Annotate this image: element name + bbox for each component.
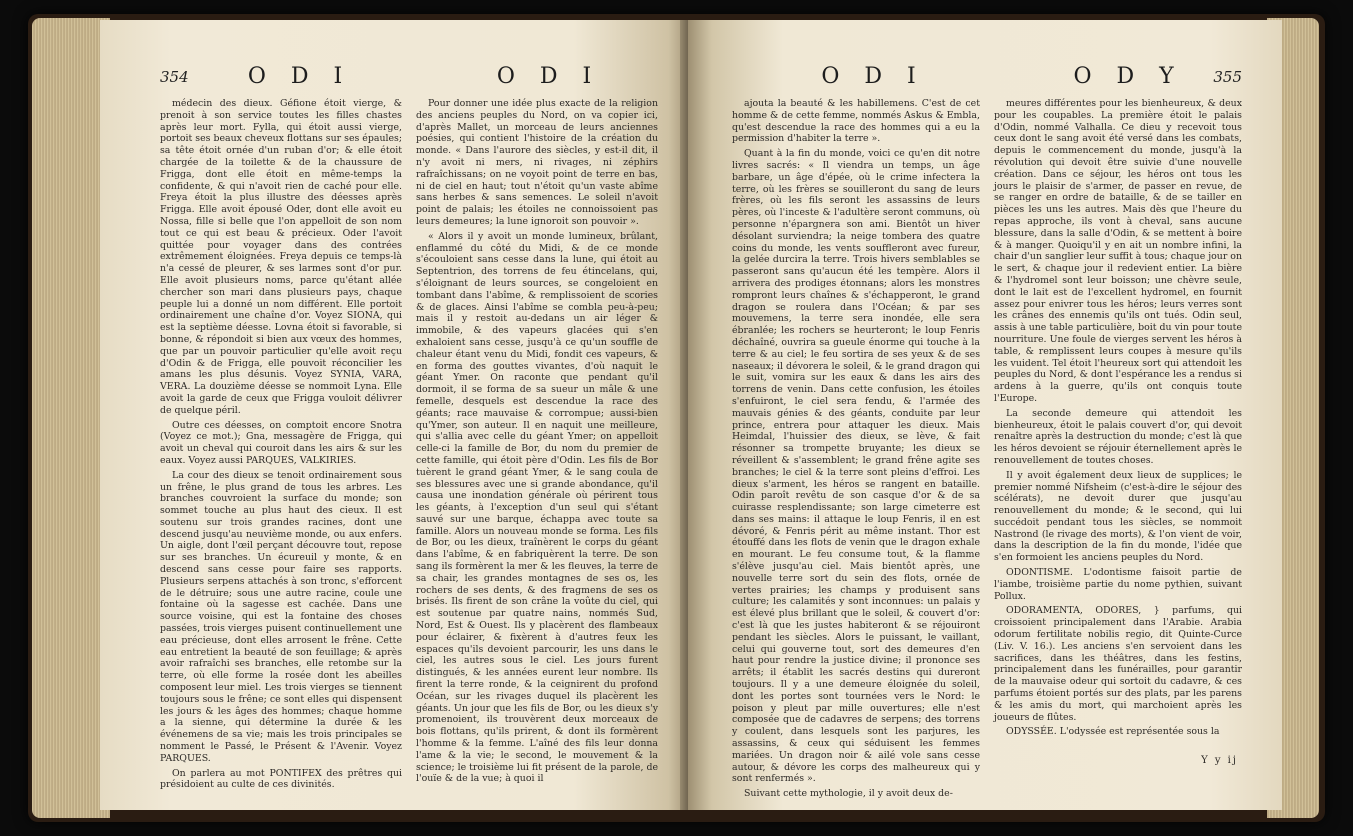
running-head-left-col1: O D I (247, 64, 352, 89)
right-page-column-1 (732, 98, 980, 803)
paragraph: ODYSSÉE. L'odyssée est représentée sous la (1006, 726, 1220, 738)
page-number-right: 355 (1213, 68, 1242, 86)
catchword-signature: Y y ij (1201, 755, 1238, 766)
left-page-header (160, 64, 658, 98)
paragraph: Il y avoit également deux lieux de supplices; le premier nommé Nifsheim (c'est-à-dire le séjour des scélérats), ne devoit durer que jusqu'au renouvellement du monde; & le second, qui lui succédoit pendant tous les siècles, se nommoit Nastrond (le rivage des morts), & l'on vient de voir, dans la description de la fin du monde, l'idée que s'en formoient les anciens peuples du Nord. (994, 469, 1242, 564)
paragraph: « Alors il y avoit un monde lumineux, brûlant, enflammé du côté du Midi, & de ce monde s'écouloient sans cesse dans la lune, qui étoit au Septentrion, des torrens de feu étincelans, qui, s'éloignant de leurs sources, se congeloient en tombant dans l'abîme, & remplissoient de scories & de glaces. Ainsi l'abîme se combla peu-à-peu; mais il y restoit au-dedans un air léger & immobile, & des vapeurs glacées qui s'en exhaloient sans cesse, jusqu'à ce qu'un souffle de chaleur étant venu du Midi, fondit ces vapeurs, & en forma des gouttes vivantes, d'où naquit le géant Ymer. On raconte que pendant qu'il dormoit, il se forma de sa sueur un mâle & une femelle, desquels est descendue la race des géants; race mauvaise & corrompue; aussi-bien qu'Ymer, son auteur. Il en naquit une meilleure, qui s'allia avec celle du géant Ymer; on appelloit celle-ci la famille de Bor, du nom du premier de cette famille, qui étoit père d'Odin. Les fils de Bor tuèrent le grand géant Ymer, & le sang coula de ses blessures avec une si grande abondance, qu'il causa une inondation générale où périrent tous les géants, à l'exception d'un seul qui s'étant sauvé sur une barque, échappa avec toute sa famille. Alors un nouveau monde se forma. Les fils de Bor, ou les dieux, traînèrent le corps du géant dans l'abîme, & en fabriquèrent la terre. De son sang ils formèrent la mer & les fleuves, la terre de sa chair, les grandes montagnes de ses os, les rochers de ses dents, & des fragmens de ses os brisés. Ils firent de son crâne la voûte du ciel, qui est soutenue par quatre nains, nommés Sud, Nord, Est & Ouest. Ils y placèrent des flambeaux pour éclairer, & fixèrent à d'autres feux les espaces qu'ils devoient parcourir, les uns dans le ciel, les autres sous le ciel. Les jours furent distingués, & les années eurent leur nombre. Ils firent la terre ronde, & la ceignirent du profond Océan, sur les rivages duquel ils placèrent les géants. Un jour que les fils de Bor, ou les dieux s'y promenoient, ils trouvèrent deux morceaux de bois flottans, qu'ils prirent, & dont ils formèrent l'homme & la femme. L'aîné des fils leur donna l'ame & la vie; le second, le mouvement & la science; le troisième lui fit présent de la parole, de l'ouïe & de la vue; à quoi il (416, 230, 658, 785)
left-page-column-1 (160, 98, 402, 794)
right-page-header (732, 64, 1242, 98)
paragraph: La cour des dieux se tenoit ordinairement sous un frêne, le plus grand de tous les arbres. Les branches couvroient la surface du monde; son sommet touche au plus haut des cieux. Il est soutenu sur trois grandes racines, dont une descend jusqu'au neuvième monde, ou aux enfers. Un aigle, dont l'œil perçant découvre tout, repose sur ses branches. Un écureuil y monte, & en descend sans cesse pour faire ses rapports. Plusieurs serpens attachés à son tronc, s'efforcent de le détruire; sous une autre racine, coule une fontaine où la sagesse est cachée. Dans une source voisine, qui est la fontaine des choses passées, trois vierges puisent continuellement une eau précieuse, dont elles arrosent le frêne. Cette eau entretient la beauté de son feuillage; & après avoir rafraîchi ses branches, elle retombe sur la terre, où elle forme la rosée dont les abeilles composent leur miel. Les trois vierges se tiennent toujours sous le frêne; ce sont elles qui dispensent les jours & les âges des hommes; chaque homme a la sienne, qui détermine la durée & les événemens de sa vie; mais les trois principales se nomment le Passé, le Présent & l'Avenir. Voyez PARQUES. (160, 469, 402, 764)
left-page-column-2 (416, 98, 658, 794)
paragraph: Suivant cette mythologie, il y avoit deux de- (744, 788, 953, 800)
right-page (688, 20, 1282, 810)
paragraph: médecin des dieux. Géfione étoit vierge, & prenoit à son service toutes les filles chastes après leur mort. Fylla, qui étoit aussi vierge, portoit ses beaux cheveux flottans sur ses épaules; sa tête étoit ornée d'un ruban d'or; & elle étoit chargée de la toilette & de la chaussure de Frigga, dont elle étoit en même-temps la confidente, & qui n'avoit rien de caché pour elle. Freya étoit la plus illustre des déesses après Frigga. Elle avoit épousé Oder, dont elle avoit eu Nossa, fille si belle que l'on appelloit de son nom tout ce qui est beau & précieux. Oder l'avoit quittée pour voyager dans des contrées extrêmement éloignées. Freya depuis ce temps-là n'a cessé de pleurer, & ses larmes sont d'or pur. Elle avoit plusieurs noms, parce qu'étant allée chercher son mari dans plusieurs pays, chaque peuple lui a donné un nom différent. Elle portoit ordinairement une chaîne d'or. Voyez SIONA, qui est la septième déesse. Lovna étoit si favorable, si bonne, & répondoit si bien aux vœux des hommes, que par un pouvoir particulier qu'elle avoit reçu d'Odin & de Frigga, elle pouvoit réconcilier les amans les plus désunis. Voyez SYNIA, VARA, VERA. La douzième déesse se nommoit Lyna. Elle avoit la garde de ceux que Frigga vouloit délivrer de quelque péril. (160, 98, 402, 416)
paragraph: ajouta la beauté & les habillemens. C'est de cet homme & de cette femme, nommés Askus & Embla, qu'est descendue la race des hommes qui a eu la permission d'habiter la terre ». (732, 98, 980, 145)
right-page-column-2 (994, 98, 1242, 803)
paragraph: La seconde demeure qui attendoit les bienheureux, étoit le palais couvert d'or, qui devoit renaître après la destruction du monde; c'est là que les héros devoient se réjouir éternellement après le renouvellement de toutes choses. (994, 407, 1242, 466)
left-page (100, 20, 692, 810)
paragraph: Quant à la fin du monde, voici ce qu'en dit notre livres sacrés: « Il viendra un temps, un âge barbare, un âge d'épée, où le crime infectera la terre, où les frères se souilleront du sang de leurs frères, où les fils seront les assassins de leurs pères, où l'inceste & l'adultère seront communs, où personne n'épargnera son ami. Bientôt un hiver désolant surviendra; la neige tombera des quatre coins du monde, les vents souffleront avec fureur, la gelée durcira la terre. Trois hivers semblables se passeront sans qu'aucun été les tempère. Alors il arrivera des prodiges étonnans; alors les monstres rompront leurs chaînes & s'échapperont, le grand dragon se roulera dans l'Océan; & par ses mouvemens, la terre sera inondée, elle sera ébranlée; les rochers se heurteront; le loup Fenris déchaîné, ouvrira sa gueule énorme qui touche à la terre & au ciel; le feu sortira de ses yeux & de ses naseaux; il dévorera le soleil, & le grand dragon qui le suit, vomira sur les eaux & dans les airs des torrens de venin. Dans cette confusion, les étoiles s'enfuiront, le ciel sera fendu, & l'armée des mauvais génies & des géants, conduite par leur prince, entrera pour attaquer les dieux. Mais Heimdal, l'huissier des dieux, se lève, & fait résonner sa trompette bruyante; les dieux se réveillent & s'assemblent; le grand frêne agite ses branches; le ciel & la terre sont pleins d'effroi. Les dieux s'arment, les héros se rangent en bataille. Odin paroît revêtu de son casque d'or & de sa cuirasse resplendissante; son large cimeterre est dans ses mains: il attaque le loup Fenris, il en est dévoré, & Fenris périt au même instant. Thor est étouffé dans les flots de venin que le dragon exhale en mourant. Le feu consume tout, & la flamme s'élève jusqu'au ciel. Mais bientôt après, une nouvelle terre sort du sein des flots, ornée de vertes prairies; les champs y produisent sans culture; les calamités y sont inconnues: un palais y est élevé plus brillant que le soleil, & couvert d'or: c'est là que les justes habiteront & se réjouiront pendant les siècles. Alors le puissant, le vaillant, celui qui gouverne tout, sort des demeures d'en haut pour rendre la justice divine; il prononce ses arrêts; il établit les sacrés destins qui dureront toujours. Il y a une demeure éloignée du soleil, dont les portes sont tournées vers le Nord: le poison y pleut par mille ouvertures; elle n'est composée que de cadavres de serpens; des torrens y coulent, dans lesquels sont les parjures, les assassins, & ceux qui séduisent les femmes mariées. Un dragon noir & ailé vole sans cesse autour, & dévore les corps des malheureux qui y sont renfermés ». (732, 148, 980, 785)
paragraph: meures différentes pour les bienheureux, & deux pour les coupables. La première étoit le palais d'Odin, nommé Valhalla. Ce dieu y recevoit tous ceux dont le sang avoit été versé dans les combats, depuis le commencement du monde, jusqu'à la révolution qui devoit être suivie d'une nouvelle création. Dans ce séjour, les héros ont tous les jours le plaisir de s'armer, de passer en revue, de se ranger en ordre de bataille, & de se tailler en pièces les uns les autres. Mais dès que l'heure du repas approche, ils vont à cheval, sans aucune blessure, dans la salle d'Odin, & se mettent à boire & à manger. Quoiqu'il y en ait un nombre infini, la chair d'un sanglier leur suffit à tous; chaque jour on le sert, & chaque jour il redevient entier. La bière & l'hydromel sont leur boisson; une chèvre seule, dont le lait est de l'excellent hydromel, en fournit assez pour enivrer tous les héros; leurs verres sont les crânes des ennemis qu'ils ont tués. Odin seul, assis à une table particulière, boit du vin pour toute nourriture. Une foule de vierges servent les héros à table, & remplissent leurs coupes à mesure qu'ils les vuident. Tel étoit l'heureux sort qui attendoit les peuples du Nord, & dont l'espérance les a rendus si ardens à la guerre, qu'ils ont conquis toute l'Europe. (994, 98, 1242, 404)
paragraph: Pour donner une idée plus exacte de la religion des anciens peuples du Nord, on va copier ici, d'après Mallet, un morceau de leurs anciennes poésies, qui contient l'histoire de la création du monde. « Dans l'aurore des siècles, y est-il dit, il n'y avoit ni mers, ni rivages, ni zéphirs rafraîchissans; on ne voyoit point de terre en bas, ni de ciel en haut; tout n'étoit qu'un vaste abîme sans herbes & sans semences. Le soleil n'avoit point de palais; les étoiles ne connoissoient pas leurs demeures; la lune ignoroit son pouvoir ». (416, 98, 658, 227)
running-head-right-col2: O D Y (1073, 64, 1183, 89)
paragraph: Outre ces déesses, on comptoit encore Snotra (Voyez ce mot.); Gna, messagère de Frigga, qui avoit un cheval qui couroit dans les airs & sur les eaux. Voyez aussi PARQUES, VALKIRIES. (160, 419, 402, 466)
running-head-left-col2: O D I (496, 64, 601, 89)
paragraph: ODORAMENTA, ODORES, } parfums, qui croissoient principalement dans l'Arabie. Arabia odorum fertilitate nobilis regio, dit Quinte-Curce (Liv. V. 16.). Les anciens s'en servoient dans les sacrifices, dans les théâtres, dans les festins, principalement dans les funérailles, pour garantir de la mauvaise odeur qui sortoit du cadavre, & ces parfums étoient portés sur des plats, par les parens & les amis du mort, qui marchoient après les joueurs de flûtes. (994, 605, 1242, 723)
paragraph: On parlera au mot PONTIFEX des prêtres qui présidoient au culte de ces divinités. (160, 767, 402, 791)
paragraph: ODONTISME. L'odontisme faisoit partie de l'iambe, troisième partie du nome pythien, suivant Pollux. (994, 567, 1242, 602)
running-head-right-col1: O D I (821, 64, 925, 89)
page-number-left: 354 (160, 68, 189, 86)
page-edges-left (32, 18, 110, 818)
